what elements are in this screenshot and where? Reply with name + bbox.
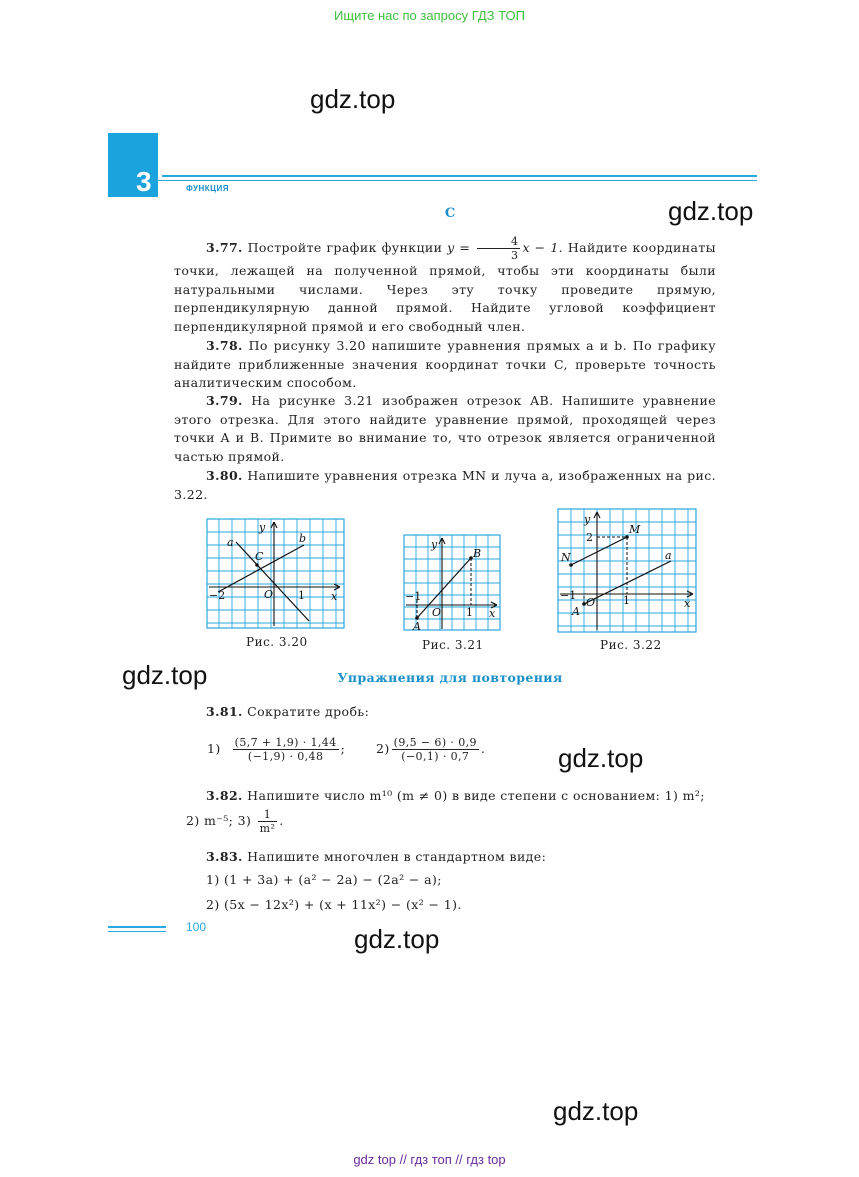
part-label: 2) <box>376 741 390 756</box>
label-point-a: A <box>572 605 580 618</box>
label-x: x <box>489 607 496 620</box>
label-c: C <box>255 550 264 563</box>
exercise-text: Найдите координаты точки, лежащей на полученной прямой, чтобы эти координаты были натуральными числами. Через эту точку проведите прямую, перпендикулярную данной прямой. Найдите угловой коэффициент перпендикулярной прямой и его свободный член. <box>174 240 716 334</box>
watermark: gdz.top <box>558 743 644 773</box>
tick-label: −1 <box>560 589 577 602</box>
figure-3-22 <box>557 508 698 634</box>
label-origin: O <box>432 606 442 619</box>
fraction-numerator: (9,5 − 6) · 0,9 <box>393 736 477 749</box>
exercise-text: Сократите дробь: <box>242 704 370 719</box>
exercise-number: 3.82. <box>206 788 243 803</box>
exercise-text: Напишите многочлен в стандартном виде: <box>242 849 547 864</box>
exercise-3-81 <box>206 704 369 719</box>
label-b: B <box>473 547 482 560</box>
exercise-number: 3.80. <box>206 468 243 483</box>
exercise-3-79 <box>174 392 716 466</box>
chapter-number: 3 <box>136 166 152 197</box>
tick-label: 1 <box>466 606 473 619</box>
fraction-denominator: (−1,9) · 0,48 <box>247 750 324 763</box>
exercise-3-77 <box>174 235 716 336</box>
exercise-text: Напишите число m¹⁰ (m ≠ 0) в виде степени с основанием: 1) m²; <box>242 788 705 803</box>
figure-caption: Рис. 3.21 <box>422 638 484 652</box>
review-section-title: Упражнения для повторения <box>337 670 563 685</box>
footer-rule-top <box>108 926 166 928</box>
figure-3-21 <box>403 534 501 632</box>
label-origin: O <box>586 596 596 609</box>
exercise-number: 3.79. <box>206 393 243 408</box>
footer-rule-bottom <box>108 931 166 932</box>
label-a: a <box>227 536 234 549</box>
header-rule-top <box>162 175 757 177</box>
equation-lhs: y = <box>447 240 471 255</box>
fraction <box>477 235 520 262</box>
tick-label: 1 <box>623 594 630 607</box>
exercise-text: Постройте график функции <box>242 240 448 255</box>
label-n: N <box>561 551 571 564</box>
chapter-title: ФУНКЦИЯ <box>186 184 230 193</box>
point-c <box>255 563 259 567</box>
figure-caption: Рис. 3.20 <box>246 635 308 649</box>
exercise-3-78 <box>174 337 716 393</box>
page-number: 100 <box>186 920 207 934</box>
watermark: gdz.top <box>553 1096 639 1126</box>
label-a: a <box>665 549 672 562</box>
exercise-number: 3.77. <box>206 240 243 255</box>
label-m: M <box>629 523 641 536</box>
fraction-numerator: 4 <box>477 235 520 249</box>
fraction-denominator: m² <box>259 822 276 835</box>
exercise-3-83-part-2: 2) (5x − 12x²) + (x + 11x²) − (x² − 1). <box>206 897 462 912</box>
tick-label: 1 <box>298 589 305 602</box>
label-x: x <box>331 590 338 603</box>
exercise-text: 2) m⁻⁵; 3) <box>186 813 252 828</box>
fraction-numerator: 1 <box>258 808 278 822</box>
punctuation: ; <box>340 741 346 756</box>
watermark: gdz.top <box>122 660 208 690</box>
exercise-3-83-part-1: 1) (1 + 3a) + (a² − 2a) − (2a² − a); <box>206 872 442 887</box>
fraction <box>258 808 278 835</box>
label-y: y <box>431 538 438 551</box>
fraction <box>392 736 479 763</box>
top-search-hint: Ищите нас по запросу ГДЗ ТОП <box>334 8 525 23</box>
watermark: gdz.top <box>668 196 754 226</box>
part-label: 1) <box>207 741 221 756</box>
section-heading: C <box>444 206 456 221</box>
label-origin: O <box>264 588 274 601</box>
tick-label: 2 <box>586 531 593 544</box>
watermark: gdz.top <box>310 84 396 114</box>
exercise-3-81-part-2 <box>376 736 485 763</box>
label-y: y <box>584 513 591 526</box>
tick-label: −1 <box>405 590 422 603</box>
bottom-site-links[interactable]: gdz top // гдз топ // гдз top <box>353 1152 506 1167</box>
punctuation: . <box>279 813 284 828</box>
label-x: x <box>684 597 691 610</box>
exercise-text: Напишите уравнения отрезка MN и луча a, изображенных на рис. 3.22. <box>174 468 716 502</box>
fraction-denominator: 3 <box>511 249 519 262</box>
exercise-3-82 <box>206 788 705 803</box>
exercise-3-80 <box>174 467 716 504</box>
figure-caption: Рис. 3.22 <box>600 638 662 652</box>
header-rule-bottom <box>158 180 757 181</box>
exercise-3-83 <box>206 849 546 864</box>
punctuation: . <box>480 741 486 756</box>
fraction-numerator: (5,7 + 1,9) · 1,44 <box>234 736 337 749</box>
exercise-number: 3.81. <box>206 704 243 719</box>
exercise-number: 3.78. <box>206 338 243 353</box>
exercise-3-81-part-1 <box>207 736 345 763</box>
label-a: A <box>413 620 421 632</box>
exercise-3-82-line-2 <box>186 808 284 835</box>
equation-rhs: x − 1. <box>522 240 564 255</box>
tick-label: −2 <box>209 589 226 602</box>
figure-3-20 <box>206 518 346 630</box>
label-b: b <box>299 532 307 545</box>
fraction <box>233 736 339 763</box>
label-y: y <box>259 521 266 534</box>
exercise-text: По рисунку 3.20 напишите уравнения прямых a и b. По графику найдите приближенные значения координат точки C, проверьте точность аналитическим способом. <box>174 338 716 390</box>
fraction-denominator: (−0,1) · 0,7 <box>401 750 470 763</box>
exercise-number: 3.83. <box>206 849 243 864</box>
watermark: gdz.top <box>354 924 440 954</box>
exercise-text: На рисунке 3.21 изображен отрезок AB. Напишите уравнение этого отрезка. Для этого найдите уравнение прямой, проходящей через точки A и B. Примите во внимание то, что отрезок является ограниченной частью прямой. <box>174 393 716 464</box>
